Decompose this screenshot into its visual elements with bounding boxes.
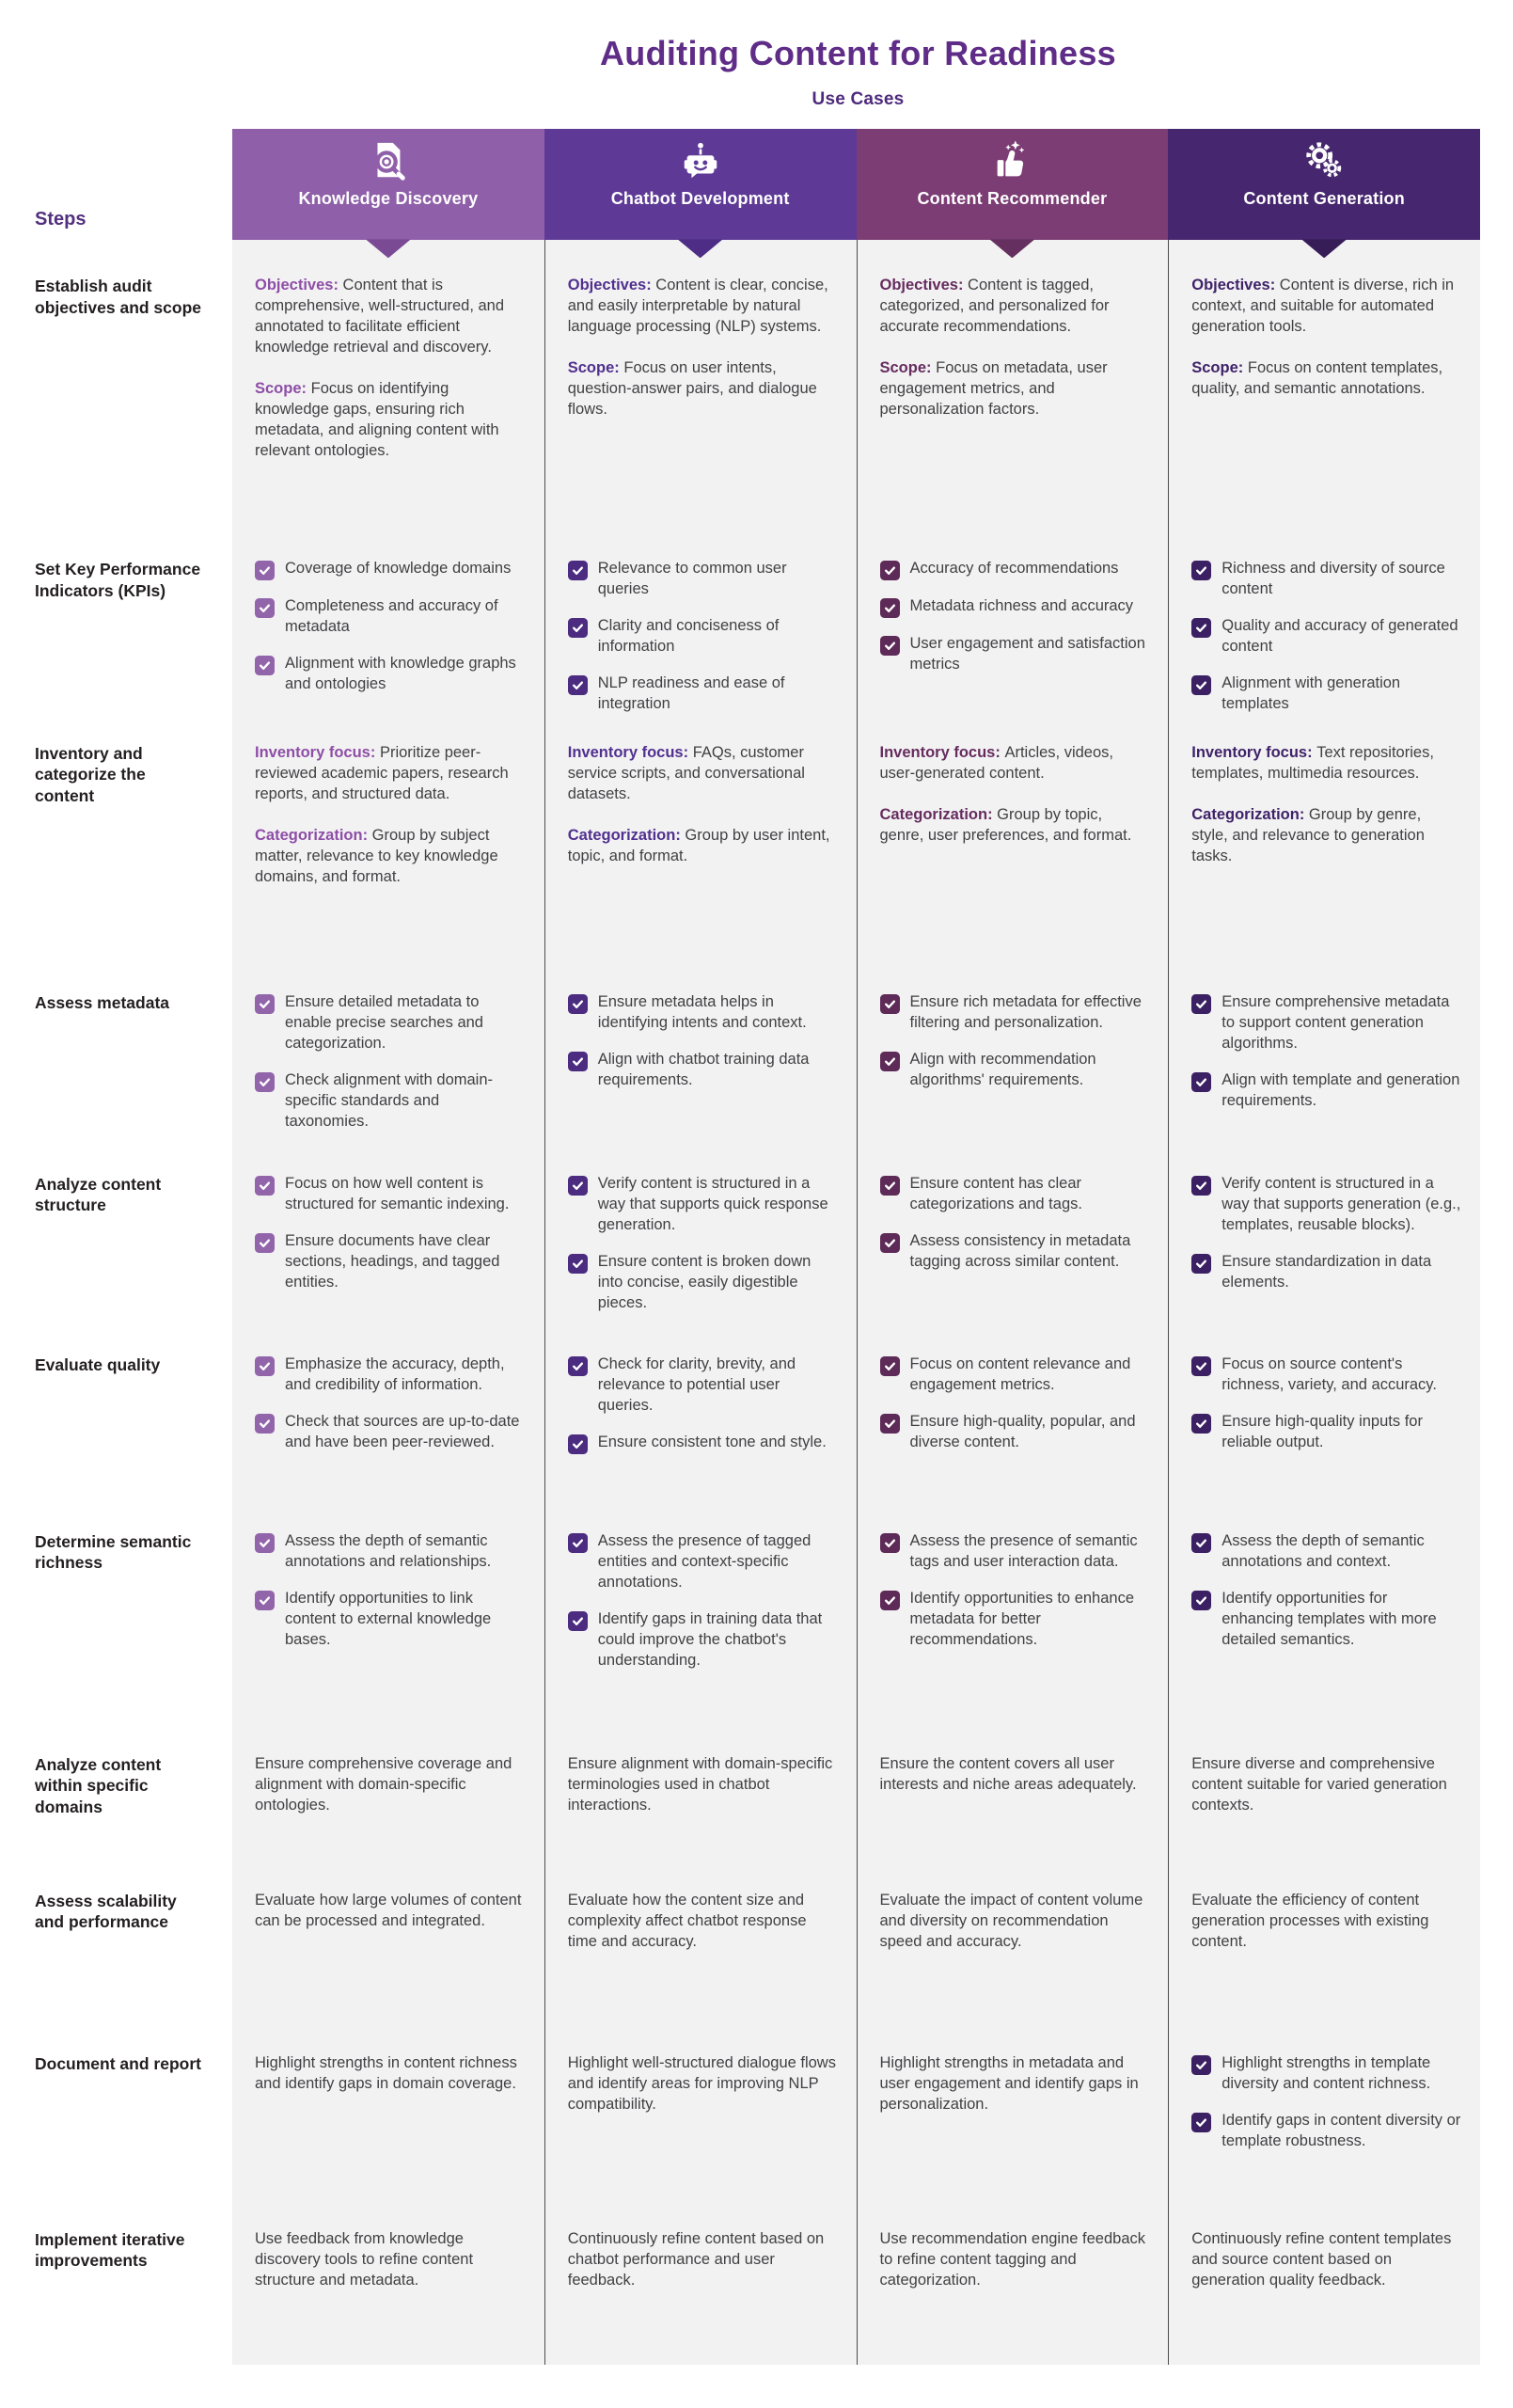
check-item <box>255 1174 526 1215</box>
table-cell <box>857 240 1169 553</box>
check-label: Alignment with generation templates <box>1221 674 1401 713</box>
cell-paragraph: Inventory focus: FAQs, customer service scripts, and conversational datasets. <box>567 744 805 802</box>
robot-icon <box>679 140 722 183</box>
check-label: Identify opportunities to link content to external knowledge bases. <box>285 1589 492 1648</box>
step-label: Evaluate quality <box>35 1355 161 1375</box>
check-label: Identify opportunities to enhance metadata for better recommendations. <box>909 1589 1135 1648</box>
check-label: Ensure detailed metadata to enable precise searches and categorization. <box>285 993 483 1052</box>
table-cell <box>857 553 1169 737</box>
check-item <box>1191 1412 1461 1453</box>
checkbox-icon <box>568 1434 588 1454</box>
subtitle: Use Cases <box>812 89 905 110</box>
check-label: User engagement and satisfaction metrics <box>909 635 1145 673</box>
table-cell <box>232 2224 544 2365</box>
check-item <box>880 1050 1150 1091</box>
checkbox-icon <box>880 1176 900 1196</box>
cell-paragraph: Scope: Focus on user intents, question-answer pairs, and dialogue flows. <box>567 359 817 419</box>
lead-label: Objectives: <box>879 277 969 294</box>
table-cell <box>232 1349 544 1526</box>
cell-paragraph: Objectives: Content is clear, concise, and easily interpretable by natural language processing (NLP) systems. <box>567 277 828 336</box>
table-cell <box>544 737 857 987</box>
lead-label: Categorization: <box>879 805 998 823</box>
table-cell <box>1168 1885 1480 2048</box>
checkbox-icon <box>880 598 900 618</box>
checkbox-icon <box>880 636 900 656</box>
table-cell <box>232 1168 544 1349</box>
table-row <box>0 1349 1480 1526</box>
checkbox-icon <box>255 1591 275 1610</box>
checkbox-icon <box>255 656 275 675</box>
gears-icon <box>1302 140 1346 183</box>
checkbox-icon <box>255 1176 275 1196</box>
checkbox-icon <box>255 994 275 1014</box>
table-cell <box>857 1168 1169 1349</box>
check-item <box>568 992 838 1034</box>
check-label: Assess consistency in metadata tagging across similar content. <box>909 1231 1131 1270</box>
table-cell <box>1168 987 1480 1168</box>
check-item <box>568 1174 838 1236</box>
checkbox-icon <box>1191 1254 1211 1274</box>
lead-label: Scope: <box>255 380 311 398</box>
step-label: Assess metadata <box>35 993 169 1013</box>
check-label: Ensure documents have clear sections, headings, and tagged entities. <box>285 1231 500 1291</box>
check-item <box>568 1609 838 1671</box>
table-cell <box>1168 553 1480 737</box>
cell-paragraph: Highlight strengths in metadata and user engagement and identify gaps in personalization. <box>879 2054 1139 2113</box>
check-label: Identify gaps in training data that could improve the chatbot's understanding. <box>597 1609 823 1669</box>
steps-header-cell <box>0 129 232 240</box>
cell-paragraph: Ensure comprehensive coverage and alignment with domain-specific ontologies. <box>255 1755 512 1814</box>
check-item <box>880 634 1150 675</box>
checkbox-icon <box>1191 2113 1211 2132</box>
table-row <box>0 553 1480 737</box>
check-item <box>1191 559 1461 600</box>
steps-label: Steps <box>35 209 87 230</box>
cell-paragraph: Evaluate how the content size and complexity affect chatbot response time and accuracy. <box>567 1892 807 1950</box>
table-row <box>0 987 1480 1168</box>
check-item <box>880 559 1150 580</box>
check-label: Check that sources are up-to-date and have been peer-reviewed. <box>285 1412 520 1450</box>
check-item <box>1191 616 1461 657</box>
checkbox-icon <box>1191 1176 1211 1196</box>
checkbox-icon <box>1191 994 1211 1014</box>
cell-paragraph: Ensure alignment with domain-specific terminologies used in chatbot interactions. <box>567 1755 833 1814</box>
table-cell <box>544 1885 857 2048</box>
checkbox-icon <box>568 1533 588 1553</box>
table-cell <box>857 2224 1169 2365</box>
check-label: Ensure comprehensive metadata to support content generation algorithms. <box>1221 993 1450 1052</box>
cell-paragraph: Categorization: Group by topic, genre, user preferences, and format. <box>879 805 1132 844</box>
step-label: Analyze content within specific domains <box>35 1755 162 1816</box>
check-item <box>255 1070 526 1133</box>
check-label: Check alignment with domain-specific standards and taxonomies. <box>285 1070 494 1130</box>
check-label: Highlight strengths in template diversity and content richness. <box>1221 2054 1431 2092</box>
check-label: Ensure rich metadata for effective filtering and personalization. <box>909 993 1142 1031</box>
check-label: Accuracy of recommendations <box>909 560 1119 578</box>
lead-label: Inventory focus: <box>879 744 1005 762</box>
step-label: Analyze content structure <box>35 1175 162 1215</box>
document-search-icon <box>367 140 410 183</box>
check-label: Alignment with knowledge graphs and ontologies <box>285 655 516 693</box>
checkbox-icon <box>255 1533 275 1553</box>
lead-label: Inventory focus: <box>567 744 693 762</box>
checkbox-icon <box>568 1254 588 1274</box>
check-label: Assess the presence of tagged entities and context-specific annotations. <box>597 1532 812 1591</box>
check-label: NLP readiness and ease of integration <box>597 674 785 713</box>
check-item <box>880 1231 1150 1273</box>
check-item <box>1191 1070 1461 1112</box>
step-label: Implement iterative improvements <box>35 2230 185 2271</box>
table-cell <box>1168 2048 1480 2224</box>
cell-paragraph: Inventory focus: Prioritize peer-reviewed academic papers, research reports, and structured data. <box>255 744 509 802</box>
thumbs-up-stars-icon <box>990 140 1033 183</box>
table-cell <box>1168 240 1480 553</box>
table-row <box>0 1168 1480 1349</box>
check-label: Ensure high-quality, popular, and diverse content. <box>909 1412 1136 1450</box>
checkbox-icon <box>568 994 588 1014</box>
checkbox-icon <box>568 1052 588 1071</box>
step-label: Set Key Performance Indicators (KPIs) <box>35 560 201 600</box>
checkbox-icon <box>880 1233 900 1253</box>
lead-label: Categorization: <box>1191 805 1309 823</box>
check-label: Ensure content is broken down into concise, easily digestible pieces. <box>597 1252 812 1311</box>
check-item <box>568 559 838 600</box>
check-label: Relevance to common user queries <box>597 560 787 598</box>
check-item <box>1191 1174 1461 1236</box>
column-label: Content Recommender <box>917 189 1108 209</box>
check-item <box>568 673 838 715</box>
step-label: Inventory and categorize the content <box>35 744 146 805</box>
header <box>102 0 1513 110</box>
cell-paragraph: Continuously refine content based on chatbot performance and user feedback. <box>567 2230 825 2289</box>
check-item <box>880 1174 1150 1215</box>
table-cell <box>232 1749 544 1885</box>
cell-paragraph: Ensure diverse and comprehensive content suitable for varied generation contexts. <box>1191 1755 1447 1814</box>
check-item <box>880 1412 1150 1453</box>
check-label: Align with recommendation algorithms' requirements. <box>909 1050 1096 1088</box>
column-header-content-generation <box>1168 129 1480 240</box>
check-item <box>255 992 526 1054</box>
checkbox-icon <box>880 1414 900 1434</box>
lead-label: Inventory focus: <box>255 744 380 762</box>
checkbox-icon <box>568 1611 588 1631</box>
checkbox-icon <box>568 1176 588 1196</box>
page-title: Auditing Content for Readiness <box>600 34 1116 72</box>
check-item <box>255 1412 526 1453</box>
table-cell <box>544 1168 857 1349</box>
checkbox-icon <box>255 1356 275 1376</box>
check-label: Clarity and conciseness of information <box>597 617 780 656</box>
step-label: Determine semantic richness <box>35 1532 192 1573</box>
lead-label: Categorization: <box>567 826 686 844</box>
checkbox-icon <box>1191 1072 1211 1092</box>
column-header-knowledge-discovery <box>232 129 544 240</box>
column-header-chatbot-development <box>544 129 857 240</box>
column-label: Knowledge Discovery <box>298 189 479 209</box>
check-label: Metadata richness and accuracy <box>909 597 1134 615</box>
lead-label: Objectives: <box>567 277 656 294</box>
table-cell <box>544 240 857 553</box>
step-label: Document and report <box>35 2054 201 2074</box>
table-cell <box>232 1885 544 2048</box>
cell-paragraph: Scope: Focus on content templates, quality, and semantic annotations. <box>1191 359 1443 398</box>
cell-paragraph: Categorization: Group by user intent, topic, and format. <box>567 826 830 864</box>
table-cell <box>232 553 544 737</box>
cell-paragraph: Categorization: Group by genre, style, and relevance to generation tasks. <box>1191 805 1425 864</box>
checkbox-icon <box>880 1591 900 1610</box>
column-label: Chatbot Development <box>610 189 790 209</box>
cell-paragraph: Scope: Focus on metadata, user engagement metrics, and personalization factors. <box>879 359 1108 419</box>
table-cell <box>857 737 1169 987</box>
table-row <box>0 2224 1480 2365</box>
check-label: Focus on how well content is structured for semantic indexing. <box>285 1175 510 1212</box>
lead-label: Scope: <box>567 359 624 377</box>
check-label: Identify gaps in content diversity or template robustness. <box>1221 2111 1461 2149</box>
check-label: Assess the depth of semantic annotations and context. <box>1221 1532 1425 1570</box>
check-label: Emphasize the accuracy, depth, and credibility of information. <box>285 1355 505 1393</box>
check-item <box>1191 2053 1461 2095</box>
check-item <box>568 1354 838 1417</box>
check-label: Focus on content relevance and engagement metrics. <box>909 1355 1131 1393</box>
table-cell <box>1168 2224 1480 2365</box>
check-label: Align with template and generation requirements. <box>1221 1070 1460 1109</box>
checkbox-icon <box>1191 2055 1211 2075</box>
cell-paragraph: Inventory focus: Articles, videos, user-generated content. <box>879 744 1113 782</box>
check-label: Verify content is structured in a way that supports generation (e.g., templates, reusable blocks). <box>1221 1175 1461 1233</box>
check-item <box>255 1231 526 1293</box>
check-label: Ensure content has clear categorizations and tags. <box>909 1175 1082 1212</box>
lead-label: Scope: <box>1191 359 1248 377</box>
check-label: Ensure standardization in data elements. <box>1221 1252 1432 1291</box>
lead-label: Objectives: <box>1191 277 1280 294</box>
table-cell <box>232 987 544 1168</box>
checkbox-icon <box>880 561 900 580</box>
checkbox-icon <box>880 1052 900 1071</box>
cell-paragraph: Highlight well-structured dialogue flows and identify areas for improving NLP compatibility. <box>567 2054 836 2113</box>
table-cell <box>857 1526 1169 1749</box>
check-item <box>1191 992 1461 1054</box>
step-label: Establish audit objectives and scope <box>35 277 202 317</box>
check-item <box>1191 1589 1461 1651</box>
check-label: Align with chatbot training data requirements. <box>597 1050 810 1088</box>
check-label: Quality and accuracy of generated content <box>1221 617 1458 656</box>
checkbox-icon <box>1191 618 1211 638</box>
table-cell <box>544 987 857 1168</box>
table-cell <box>232 1526 544 1749</box>
cell-paragraph: Use recommendation engine feedback to refine content tagging and categorization. <box>879 2230 1146 2289</box>
check-item <box>880 596 1150 618</box>
cell-paragraph: Highlight strengths in content richness and identify gaps in domain coverage. <box>255 2054 517 2092</box>
table-cell <box>544 553 857 737</box>
table-row <box>0 737 1480 987</box>
table-row <box>0 2048 1480 2224</box>
checkbox-icon <box>568 675 588 695</box>
cell-paragraph: Evaluate how large volumes of content can be processed and integrated. <box>255 1892 522 1929</box>
checkbox-icon <box>1191 1591 1211 1610</box>
check-item <box>568 616 838 657</box>
check-item <box>568 1252 838 1314</box>
table-row <box>0 1526 1480 1749</box>
checkbox-icon <box>255 598 275 618</box>
step-label: Assess scalability and performance <box>35 1892 177 1932</box>
checkbox-icon <box>880 1356 900 1376</box>
check-item <box>1191 2111 1461 2152</box>
table-cell <box>857 1749 1169 1885</box>
check-item <box>255 1589 526 1651</box>
check-item <box>568 1433 838 1454</box>
cell-paragraph: Ensure the content covers all user interests and niche areas adequately. <box>879 1755 1137 1793</box>
check-item <box>880 1589 1150 1651</box>
checkbox-icon <box>1191 1356 1211 1376</box>
checkbox-icon <box>255 561 275 580</box>
table-cell <box>544 1349 857 1526</box>
check-item <box>255 1354 526 1396</box>
check-item <box>255 1531 526 1573</box>
cell-paragraph: Objectives: Content that is comprehensive, well-structured, and annotated to facilitate efficient knowledge retrieval and discovery. <box>255 277 505 356</box>
check-item <box>255 559 526 580</box>
check-item <box>880 1354 1150 1396</box>
check-item <box>880 1531 1150 1573</box>
check-label: Ensure metadata helps in identifying intents and context. <box>597 993 807 1031</box>
checkbox-icon <box>568 561 588 580</box>
table-cell <box>857 1885 1169 2048</box>
table-row <box>0 240 1480 553</box>
checkbox-icon <box>255 1414 275 1434</box>
checkbox-icon <box>1191 675 1211 695</box>
check-label: Richness and diversity of source content <box>1221 560 1445 598</box>
checkbox-icon <box>1191 561 1211 580</box>
table-cell <box>1168 1168 1480 1349</box>
cell-paragraph: Use feedback from knowledge discovery tools to refine content structure and metadata. <box>255 2230 474 2289</box>
cell-paragraph: Evaluate the impact of content volume and diversity on recommendation speed and accuracy. <box>879 1892 1143 1950</box>
check-label: Ensure high-quality inputs for reliable output. <box>1221 1412 1423 1450</box>
checkbox-icon <box>880 1533 900 1553</box>
table-cell <box>857 987 1169 1168</box>
check-label: Coverage of knowledge domains <box>285 560 512 578</box>
check-item <box>1191 1354 1461 1396</box>
check-item <box>568 1050 838 1091</box>
column-label: Content Generation <box>1243 189 1405 209</box>
check-label: Focus on source content's richness, variety, and accuracy. <box>1221 1355 1437 1393</box>
column-header-content-recommender <box>857 129 1169 240</box>
check-label: Ensure consistent tone and style. <box>597 1433 827 1450</box>
table-cell <box>544 1749 857 1885</box>
table-cell <box>857 1349 1169 1526</box>
lead-label: Objectives: <box>255 277 343 294</box>
table-cell <box>544 1526 857 1749</box>
cell-paragraph: Categorization: Group by subject matter, relevance to key knowledge domains, and format. <box>255 826 498 885</box>
use-case-header-row <box>0 129 1480 240</box>
lead-label: Scope: <box>879 359 937 377</box>
table-cell <box>857 2048 1169 2224</box>
check-label: Completeness and accuracy of metadata <box>285 597 498 636</box>
check-item <box>1191 1531 1461 1573</box>
check-label: Assess the presence of semantic tags and user interaction data. <box>909 1532 1138 1570</box>
cell-paragraph: Evaluate the efficiency of content generation processes with existing content. <box>1191 1892 1429 1950</box>
cell-paragraph: Objectives: Content is tagged, categorized, and personalized for accurate recommendations. <box>879 277 1110 336</box>
table-cell <box>232 2048 544 2224</box>
check-item <box>1191 673 1461 715</box>
cell-paragraph: Continuously refine content templates and source content based on generation quality feedback. <box>1191 2230 1452 2289</box>
lead-label: Inventory focus: <box>1191 744 1317 762</box>
table-cell <box>1168 1349 1480 1526</box>
table-cell <box>1168 1749 1480 1885</box>
checkbox-icon <box>1191 1533 1211 1553</box>
table-cell <box>1168 737 1480 987</box>
checkbox-icon <box>568 1356 588 1376</box>
table-body <box>0 240 1480 2365</box>
check-label: Verify content is structured in a way that supports quick response generation. <box>597 1175 828 1233</box>
check-label: Check for clarity, brevity, and relevance to potential user queries. <box>597 1355 796 1414</box>
table-cell <box>232 737 544 987</box>
check-item <box>1191 1252 1461 1293</box>
table-cell <box>544 2224 857 2365</box>
checkbox-icon <box>255 1072 275 1092</box>
check-label: Assess the depth of semantic annotations and relationships. <box>285 1532 492 1570</box>
check-item <box>880 992 1150 1034</box>
checkbox-icon <box>880 994 900 1014</box>
lead-label: Categorization: <box>255 826 372 844</box>
cell-paragraph: Objectives: Content is diverse, rich in context, and suitable for automated generation tools. <box>1191 277 1455 336</box>
table-cell <box>544 2048 857 2224</box>
cell-paragraph: Inventory focus: Text repositories, templates, multimedia resources. <box>1191 744 1434 782</box>
cell-paragraph: Scope: Focus on identifying knowledge gaps, ensuring rich metadata, and aligning content with relevant ontologies. <box>255 380 499 459</box>
checkbox-icon <box>568 618 588 638</box>
table-row <box>0 1885 1480 2048</box>
table-cell <box>1168 1526 1480 1749</box>
checkbox-icon <box>255 1233 275 1253</box>
check-label: Identify opportunities for enhancing templates with more detailed semantics. <box>1221 1589 1437 1648</box>
check-item <box>255 596 526 638</box>
table-row <box>0 1749 1480 1885</box>
check-item <box>255 654 526 695</box>
check-item <box>568 1531 838 1593</box>
checkbox-icon <box>1191 1414 1211 1434</box>
table-cell <box>232 240 544 553</box>
